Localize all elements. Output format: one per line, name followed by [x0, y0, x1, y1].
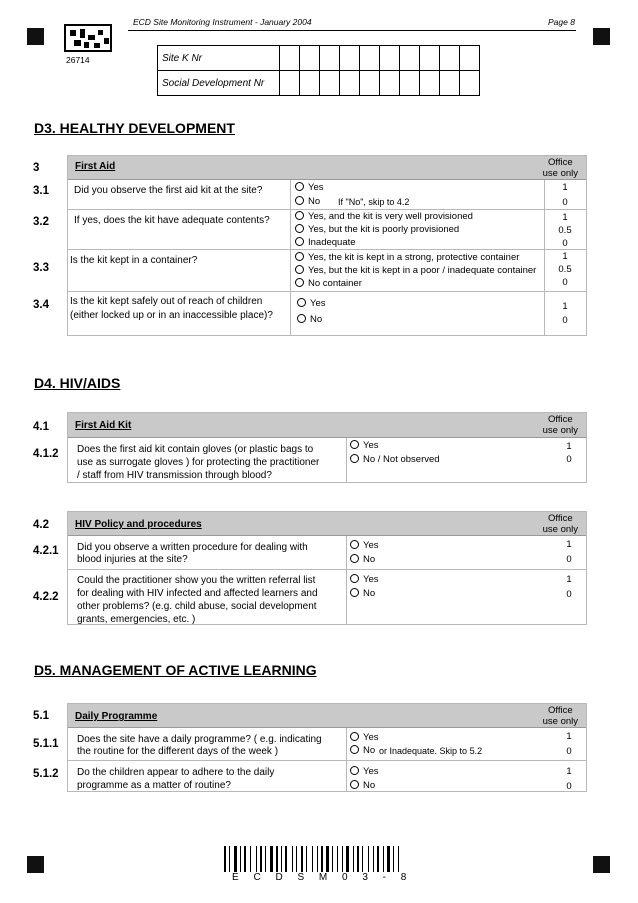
- skip-note: If "No", skip to 4.2: [338, 197, 410, 207]
- question-number: 3.4: [33, 299, 49, 311]
- question-text: Does the site have a daily programme? ( e.g. indicating: [77, 734, 322, 745]
- digit-box[interactable]: [380, 46, 400, 71]
- radio-option-yes[interactable]: Yes: [350, 540, 379, 552]
- question-text: Is the kit kept in a container?: [70, 255, 198, 266]
- barcode: [224, 846, 446, 872]
- radio-circle-icon: [297, 298, 306, 307]
- question-text: If yes, does the kit have adequate contents?: [74, 215, 270, 226]
- daily-programme-block: [67, 703, 587, 792]
- office-code: 1: [562, 212, 568, 223]
- block-title: HIV Policy and procedures: [75, 519, 202, 530]
- digit-box[interactable]: [400, 71, 420, 96]
- digit-box[interactable]: [440, 71, 460, 96]
- office-code: 0: [562, 238, 568, 249]
- office-code: 0: [562, 315, 568, 326]
- header-rule: [128, 30, 576, 31]
- office-code: 0: [566, 781, 572, 792]
- office-code: 0: [566, 554, 572, 565]
- block-header: [68, 704, 586, 728]
- office-code: 0: [566, 454, 572, 465]
- radio-option-yes[interactable]: Yes: [295, 182, 324, 194]
- office-code: 0: [566, 746, 572, 757]
- radio-circle-icon: [350, 745, 359, 754]
- barcode-text: E C D S M 0 3 - 8: [232, 872, 407, 883]
- digit-box[interactable]: [460, 71, 480, 96]
- office-code: 0.5: [558, 264, 572, 275]
- digit-box[interactable]: [340, 46, 360, 71]
- question-text: programme as a matter of routine?: [77, 780, 231, 791]
- question-number: 5.1.1: [33, 738, 59, 750]
- office-code: 1: [562, 301, 568, 312]
- office-code: 1: [566, 766, 572, 777]
- question-number: 3.1: [33, 185, 49, 197]
- question-text: Did you observe a written procedure for dealing with: [77, 542, 308, 553]
- site-k-nr-label: Site K Nr: [158, 46, 280, 71]
- digit-box[interactable]: [280, 46, 300, 71]
- office-code: 0: [562, 277, 568, 288]
- digit-box[interactable]: [300, 71, 320, 96]
- radio-option[interactable]: Inadequate: [295, 237, 356, 249]
- section-title-d5: D5. MANAGEMENT OF ACTIVE LEARNING: [34, 662, 317, 678]
- form-number: 26714: [66, 55, 90, 65]
- radio-circle-icon: [295, 196, 304, 205]
- first-aid-block: [67, 155, 587, 336]
- skip-note: or Inadequate. Skip to 5.2: [379, 746, 483, 756]
- registration-mark-bottom-left: [27, 856, 44, 873]
- radio-option[interactable]: No container: [295, 278, 362, 290]
- radio-circle-icon: [295, 252, 304, 261]
- radio-circle-icon: [295, 278, 304, 287]
- office-use-label: Office use only: [542, 705, 578, 727]
- office-code: 0: [562, 197, 568, 208]
- digit-box[interactable]: [320, 46, 340, 71]
- digit-box[interactable]: [340, 71, 360, 96]
- section-title-d4: D4. HIV/AIDS: [34, 375, 121, 391]
- radio-circle-icon: [350, 780, 359, 789]
- question-text: Does the first aid kit contain gloves (or plastic bags to: [77, 444, 314, 455]
- social-development-nr-row: [158, 71, 480, 96]
- radio-circle-icon: [297, 314, 306, 323]
- registration-mark-top-right: [593, 28, 610, 45]
- digit-box[interactable]: [440, 46, 460, 71]
- office-code: 1: [562, 251, 568, 262]
- radio-circle-icon: [295, 182, 304, 191]
- radio-circle-icon: [350, 554, 359, 563]
- hiv-policy-block: [67, 511, 587, 625]
- digit-box[interactable]: [380, 71, 400, 96]
- section-title-d3: D3. HEALTHY DEVELOPMENT: [34, 120, 235, 136]
- radio-option-yes[interactable]: Yes: [297, 298, 326, 310]
- registration-mark-top-left: [27, 28, 44, 45]
- digit-box[interactable]: [280, 71, 300, 96]
- office-use-label: Office use only: [542, 157, 578, 179]
- radio-circle-icon: [295, 224, 304, 233]
- radio-circle-icon: [350, 766, 359, 775]
- radio-option-no[interactable]: No: [350, 745, 375, 757]
- digit-box[interactable]: [420, 46, 440, 71]
- block-header: [68, 512, 586, 536]
- page-number: Page 8: [548, 17, 575, 27]
- radio-option-yes[interactable]: Yes: [350, 574, 379, 586]
- question-number: 3.3: [33, 262, 49, 274]
- digit-box[interactable]: [300, 46, 320, 71]
- office-use-label: Office use only: [542, 414, 578, 436]
- question-number: 4.2.2: [33, 591, 59, 603]
- radio-option-no[interactable]: No: [350, 588, 375, 600]
- radio-option[interactable]: Yes, and the kit is very well provisioned: [295, 211, 473, 223]
- question-text: Do the children appear to adhere to the daily: [77, 767, 275, 778]
- digit-box[interactable]: [360, 46, 380, 71]
- question-number: 4.2.1: [33, 545, 59, 557]
- radio-option[interactable]: Yes, but the kit is poorly provisioned: [295, 224, 459, 236]
- radio-option-no[interactable]: No: [350, 554, 375, 566]
- radio-option[interactable]: Yes, but the kit is kept in a poor / inadequate container: [295, 265, 536, 277]
- radio-option-no[interactable]: No: [295, 196, 320, 208]
- radio-circle-icon: [295, 237, 304, 246]
- question-text: Could the practitioner show you the written referral list: [77, 575, 316, 586]
- radio-option-yes[interactable]: Yes: [350, 766, 379, 778]
- radio-circle-icon: [350, 732, 359, 741]
- office-code: 0: [566, 589, 572, 600]
- office-use-label: Office use only: [542, 513, 578, 535]
- digit-box[interactable]: [360, 71, 380, 96]
- radio-circle-icon: [350, 540, 359, 549]
- radio-option-yes[interactable]: Yes: [350, 732, 379, 744]
- question-text: Did you observe the first aid kit at the site?: [74, 185, 263, 196]
- question-number: 5.1.2: [33, 768, 59, 780]
- social-development-nr-label: Social Development Nr: [158, 71, 280, 96]
- radio-circle-icon: [350, 574, 359, 583]
- block-title: Daily Programme: [75, 711, 158, 722]
- question-number: 3.2: [33, 216, 49, 228]
- question-text: for dealing with HIV infected and affected learners and: [77, 588, 318, 599]
- question-number: 4.1: [33, 421, 49, 433]
- digit-box[interactable]: [420, 71, 440, 96]
- question-text: grants, emergencies, etc. ): [77, 614, 196, 625]
- question-text: blood injuries at the site?: [77, 554, 188, 565]
- digit-box[interactable]: [320, 71, 340, 96]
- radio-option-yes[interactable]: Yes: [350, 440, 379, 452]
- digit-box[interactable]: [400, 46, 420, 71]
- question-text: Is the kit kept safely out of reach of children: [70, 296, 263, 307]
- digit-box[interactable]: [460, 46, 480, 71]
- id-fields-table: [157, 45, 480, 96]
- question-text: use as surrogate gloves ) for protecting the practitioner: [77, 457, 320, 468]
- office-code: 0.5: [558, 225, 572, 236]
- question-text: / staff from HIV transmission through blood?: [77, 470, 272, 481]
- office-code: 1: [566, 731, 572, 742]
- question-number: 3: [33, 162, 40, 174]
- site-k-nr-row: [158, 46, 480, 71]
- office-code: 1: [566, 539, 572, 550]
- radio-circle-icon: [350, 588, 359, 597]
- radio-option-no[interactable]: No: [350, 780, 375, 792]
- form-code-mark: [64, 24, 112, 52]
- radio-circle-icon: [350, 440, 359, 449]
- office-code: 1: [566, 441, 572, 452]
- question-number: 4.2: [33, 519, 49, 531]
- block-title: First Aid: [75, 161, 116, 172]
- radio-option-no[interactable]: No: [297, 314, 322, 326]
- registration-mark-bottom-right: [593, 856, 610, 873]
- radio-circle-icon: [295, 211, 304, 220]
- question-number: 4.1.2: [33, 448, 59, 460]
- block-header: [68, 413, 586, 438]
- radio-option-no[interactable]: No / Not observed: [350, 454, 440, 466]
- radio-option[interactable]: Yes, the kit is kept in a strong, protective container: [295, 252, 519, 264]
- question-text: (either locked up or in an inaccessible place)?: [70, 310, 273, 321]
- office-code: 1: [562, 182, 568, 193]
- office-code: 1: [566, 574, 572, 585]
- question-text: other problems? (e.g. child abuse, social development: [77, 601, 317, 612]
- block-title: First Aid Kit: [75, 420, 132, 431]
- first-aid-kit-block: [67, 412, 587, 483]
- radio-circle-icon: [295, 265, 304, 274]
- header-title: ECD Site Monitoring Instrument - January 2004: [133, 17, 312, 27]
- question-text: the routine for the different days of the week ): [77, 746, 279, 757]
- question-number: 5.1: [33, 710, 49, 722]
- radio-circle-icon: [350, 454, 359, 463]
- block-header: [68, 156, 586, 180]
